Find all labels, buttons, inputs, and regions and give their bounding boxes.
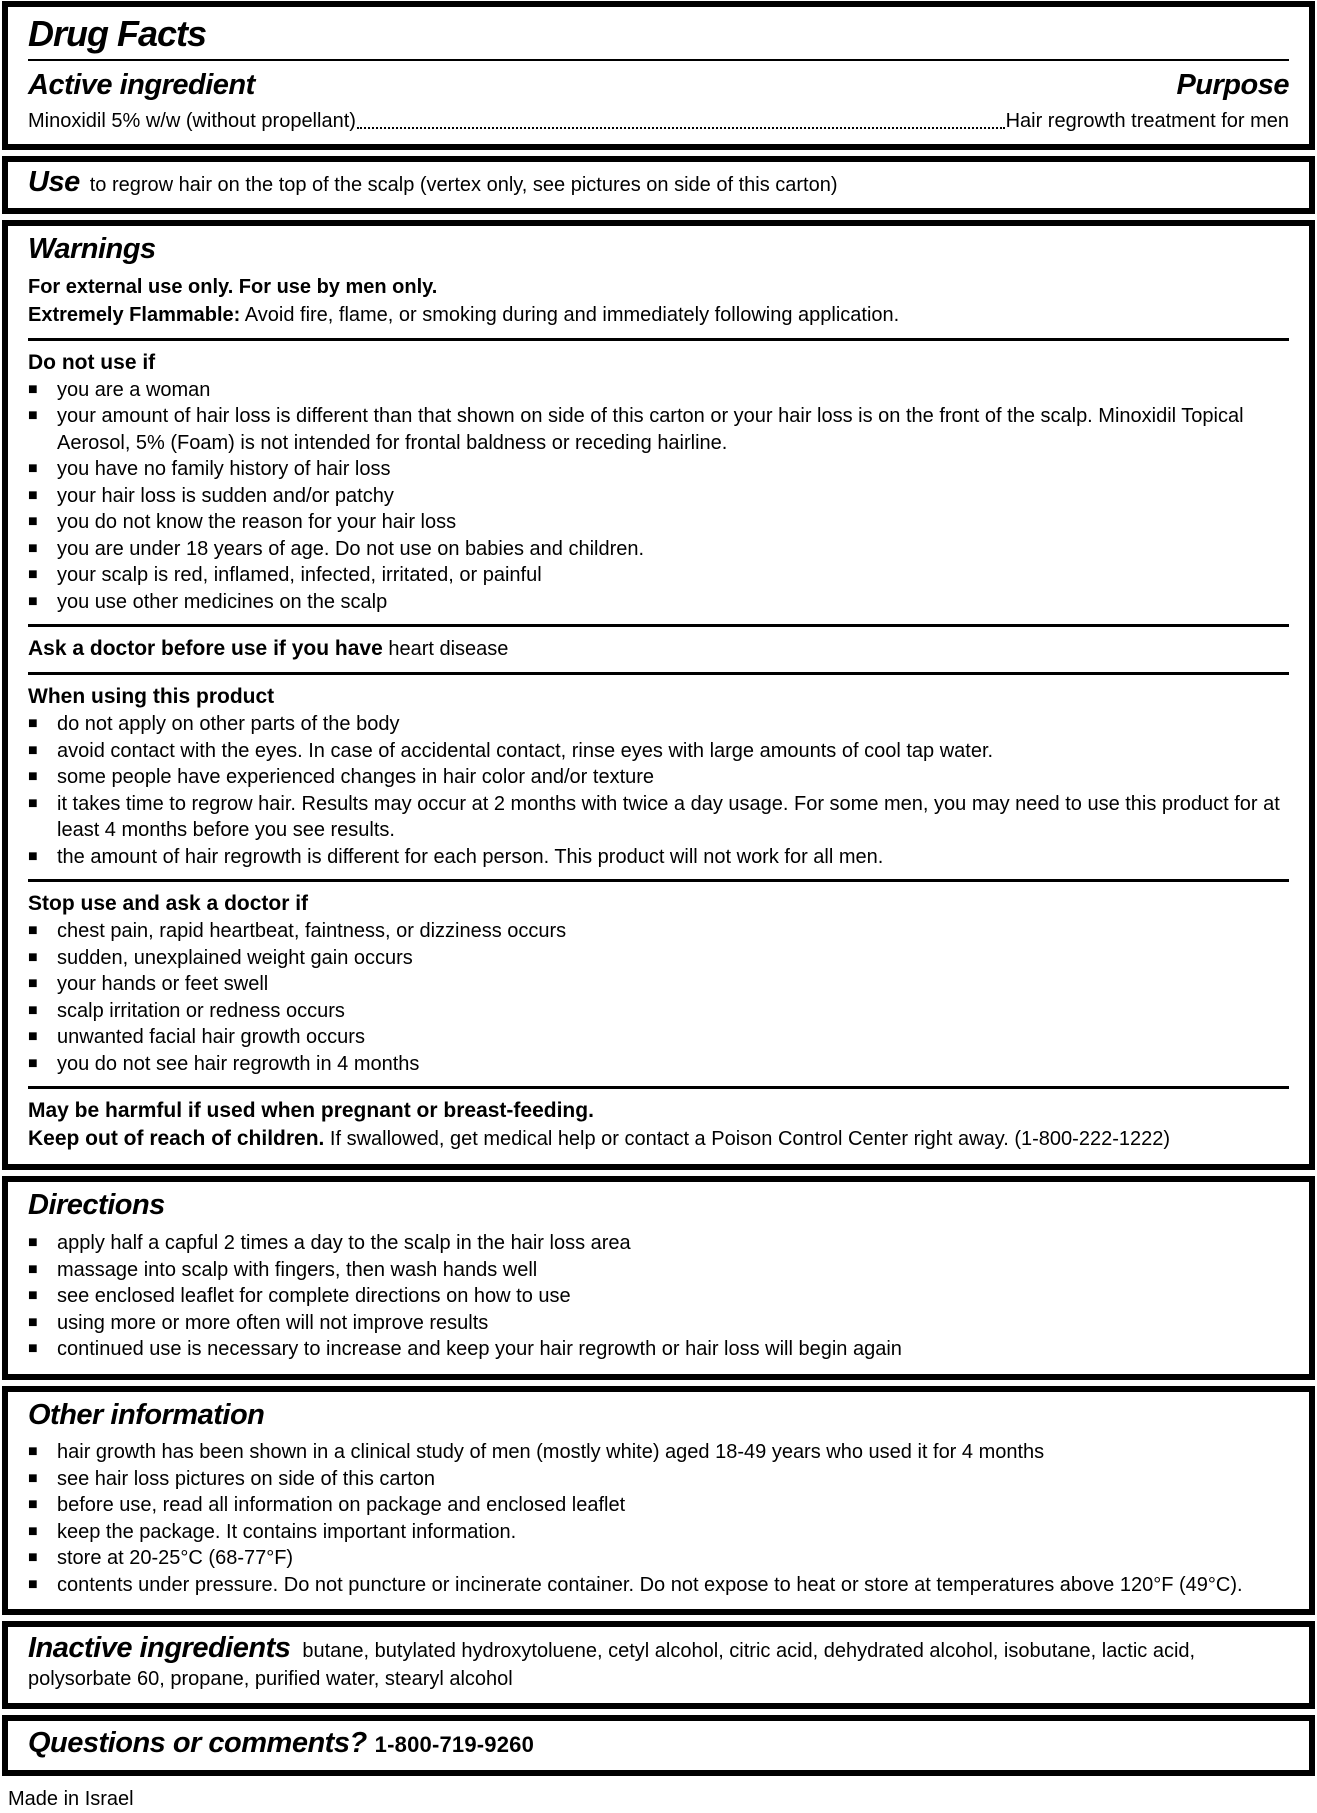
list-item: ■ you are under 18 years of age. Do not use on babies and children.	[28, 536, 1289, 563]
section-warnings	[2, 220, 1315, 1170]
other-information-list	[28, 1439, 1289, 1598]
list-item: ■ avoid contact with the eyes. In case of accidental contact, rinse eyes with large amounts of cool tap water.	[28, 738, 1289, 765]
section-other-information	[2, 1386, 1315, 1616]
list-item: ■ keep the package. It contains important information.	[28, 1519, 1289, 1546]
questions-heading: Questions or comments?	[28, 1727, 367, 1760]
list-item: ■ your amount of hair loss is different than that shown on side of this carton or your hair loss is on the front of the scalp. Minoxidil Topical Aerosol, 5% (Foam) is not intended for frontal baldness or receding hairline.	[28, 403, 1289, 456]
questions-phone-number: 1-800-719-9260	[374, 1732, 535, 1758]
ask-doctor-statement	[28, 635, 1289, 663]
list-item: ■ unwanted facial hair growth occurs	[28, 1024, 1289, 1051]
ask-doctor-text: heart disease	[382, 638, 509, 661]
list-item: ■ you are a woman	[28, 377, 1289, 404]
section-inactive-ingredients	[2, 1621, 1315, 1709]
drug-facts-title: Drug Facts	[28, 13, 207, 54]
section-divider	[28, 879, 1289, 882]
section-divider	[28, 624, 1289, 627]
use-text: to regrow hair on the top of the scalp (vertex only, see pictures on side of this carton)	[89, 173, 838, 196]
when-using-list	[28, 711, 1289, 870]
directions-heading: Directions	[28, 1189, 165, 1222]
warnings-heading: Warnings	[28, 232, 156, 265]
list-item: ■ it takes time to regrow hair. Results may occur at 2 months with twice a day usage. For some men, you may need to use this product for at least 4 months before you see results.	[28, 791, 1289, 844]
list-item: ■ apply half a capful 2 times a day to the scalp in the hair loss area	[28, 1230, 1289, 1257]
list-item: ■ you do not know the reason for your hair loss	[28, 509, 1289, 536]
directions-list	[28, 1230, 1289, 1363]
inactive-ingredients-paragraph	[28, 1633, 1289, 1693]
active-ingredient-heading: Active ingredient	[28, 68, 255, 101]
list-item: ■ you do not see hair regrowth in 4 months	[28, 1051, 1289, 1078]
list-item: ■ the amount of hair regrowth is different for each person. This product will not work for all men.	[28, 844, 1289, 871]
list-item: ■ your scalp is red, inflamed, infected, irritated, or painful	[28, 562, 1289, 589]
when-using-heading: When using this product	[28, 685, 275, 709]
list-item: ■ using more or more often will not improve results	[28, 1310, 1289, 1337]
section-use	[2, 156, 1315, 214]
use-heading: Use	[28, 165, 80, 198]
keep-out-of-reach-statement	[28, 1125, 1289, 1153]
ingredient-name: Minoxidil 5% w/w (without propellant)	[28, 109, 356, 132]
active-ingredient-header-row	[28, 69, 1289, 102]
section-divider	[28, 338, 1289, 341]
inactive-ingredients-text: butane, butylated hydroxytoluene, cetyl alcohol, citric acid, dehydrated alcohol, isobutane, lactic acid, polysorbate 60, propane, purified water, stearyl alcohol	[28, 1640, 1196, 1691]
list-item: ■ your hands or feet swell	[28, 971, 1289, 998]
flammable-label: Extremely Flammable:	[28, 303, 241, 326]
list-item: ■ some people have experienced changes in hair color and/or texture	[28, 764, 1289, 791]
purpose-value: Hair regrowth treatment for men	[1005, 109, 1289, 132]
title-divider	[28, 59, 1289, 61]
list-item: ■ chest pain, rapid heartbeat, faintness, or dizziness occurs	[28, 918, 1289, 945]
ingredient-purpose-row	[28, 108, 1289, 134]
keep-out-of-reach-label: Keep out of reach of children.	[28, 1127, 325, 1151]
other-information-heading: Other information	[28, 1398, 265, 1431]
ask-doctor-label: Ask a doctor before use if you have	[28, 637, 383, 661]
list-item: ■ your hair loss is sudden and/or patchy	[28, 483, 1289, 510]
list-item: ■ do not apply on other parts of the body	[28, 711, 1289, 738]
section-questions	[2, 1715, 1315, 1776]
made-in-note: Made in Israel	[8, 1788, 134, 1811]
keep-out-of-reach-text: If swallowed, get medical help or contact a Poison Control Center right away. (1-800-222-1222)	[324, 1128, 1170, 1151]
section-active-ingredient	[2, 1, 1315, 150]
section-directions	[2, 1176, 1315, 1379]
section-divider	[28, 672, 1289, 675]
list-item: ■ before use, read all information on package and enclosed leaflet	[28, 1492, 1289, 1519]
inactive-ingredients-heading: Inactive ingredients	[28, 1632, 291, 1665]
stop-use-heading: Stop use and ask a doctor if	[28, 892, 309, 916]
list-item: ■ store at 20-25°C (68-77°F)	[28, 1545, 1289, 1572]
list-item: ■ see hair loss pictures on side of this carton	[28, 1466, 1289, 1493]
do-not-use-heading: Do not use if	[28, 350, 156, 374]
stop-use-list	[28, 918, 1289, 1077]
flammable-text: Avoid fire, flame, or smoking during and immediately following application.	[240, 303, 900, 326]
list-item: ■ massage into scalp with fingers, then wash hands well	[28, 1257, 1289, 1284]
section-divider	[28, 1086, 1289, 1089]
list-item: ■ continued use is necessary to increase and keep your hair regrowth or hair loss will begin again	[28, 1336, 1289, 1363]
external-use-statement: For external use only. For use by men only.	[28, 275, 438, 298]
purpose-heading: Purpose	[1176, 68, 1289, 101]
dot-leader	[357, 127, 1005, 129]
list-item: ■ scalp irritation or redness occurs	[28, 998, 1289, 1025]
list-item: ■ see enclosed leaflet for complete directions on how to use	[28, 1283, 1289, 1310]
do-not-use-list	[28, 377, 1289, 616]
list-item: ■ you have no family history of hair loss	[28, 456, 1289, 483]
flammable-statement	[28, 302, 1289, 329]
list-item: ■ you use other medicines on the scalp	[28, 589, 1289, 616]
list-item: ■ contents under pressure. Do not puncture or incinerate container. Do not expose to heat or store at temperatures above 120°F (49°C).	[28, 1572, 1289, 1599]
pregnancy-warning: May be harmful if used when pregnant or breast-feeding.	[28, 1099, 594, 1123]
list-item: ■ hair growth has been shown in a clinical study of men (mostly white) aged 18-49 years who used it for 4 months	[28, 1439, 1289, 1466]
list-item: ■ sudden, unexplained weight gain occurs	[28, 945, 1289, 972]
